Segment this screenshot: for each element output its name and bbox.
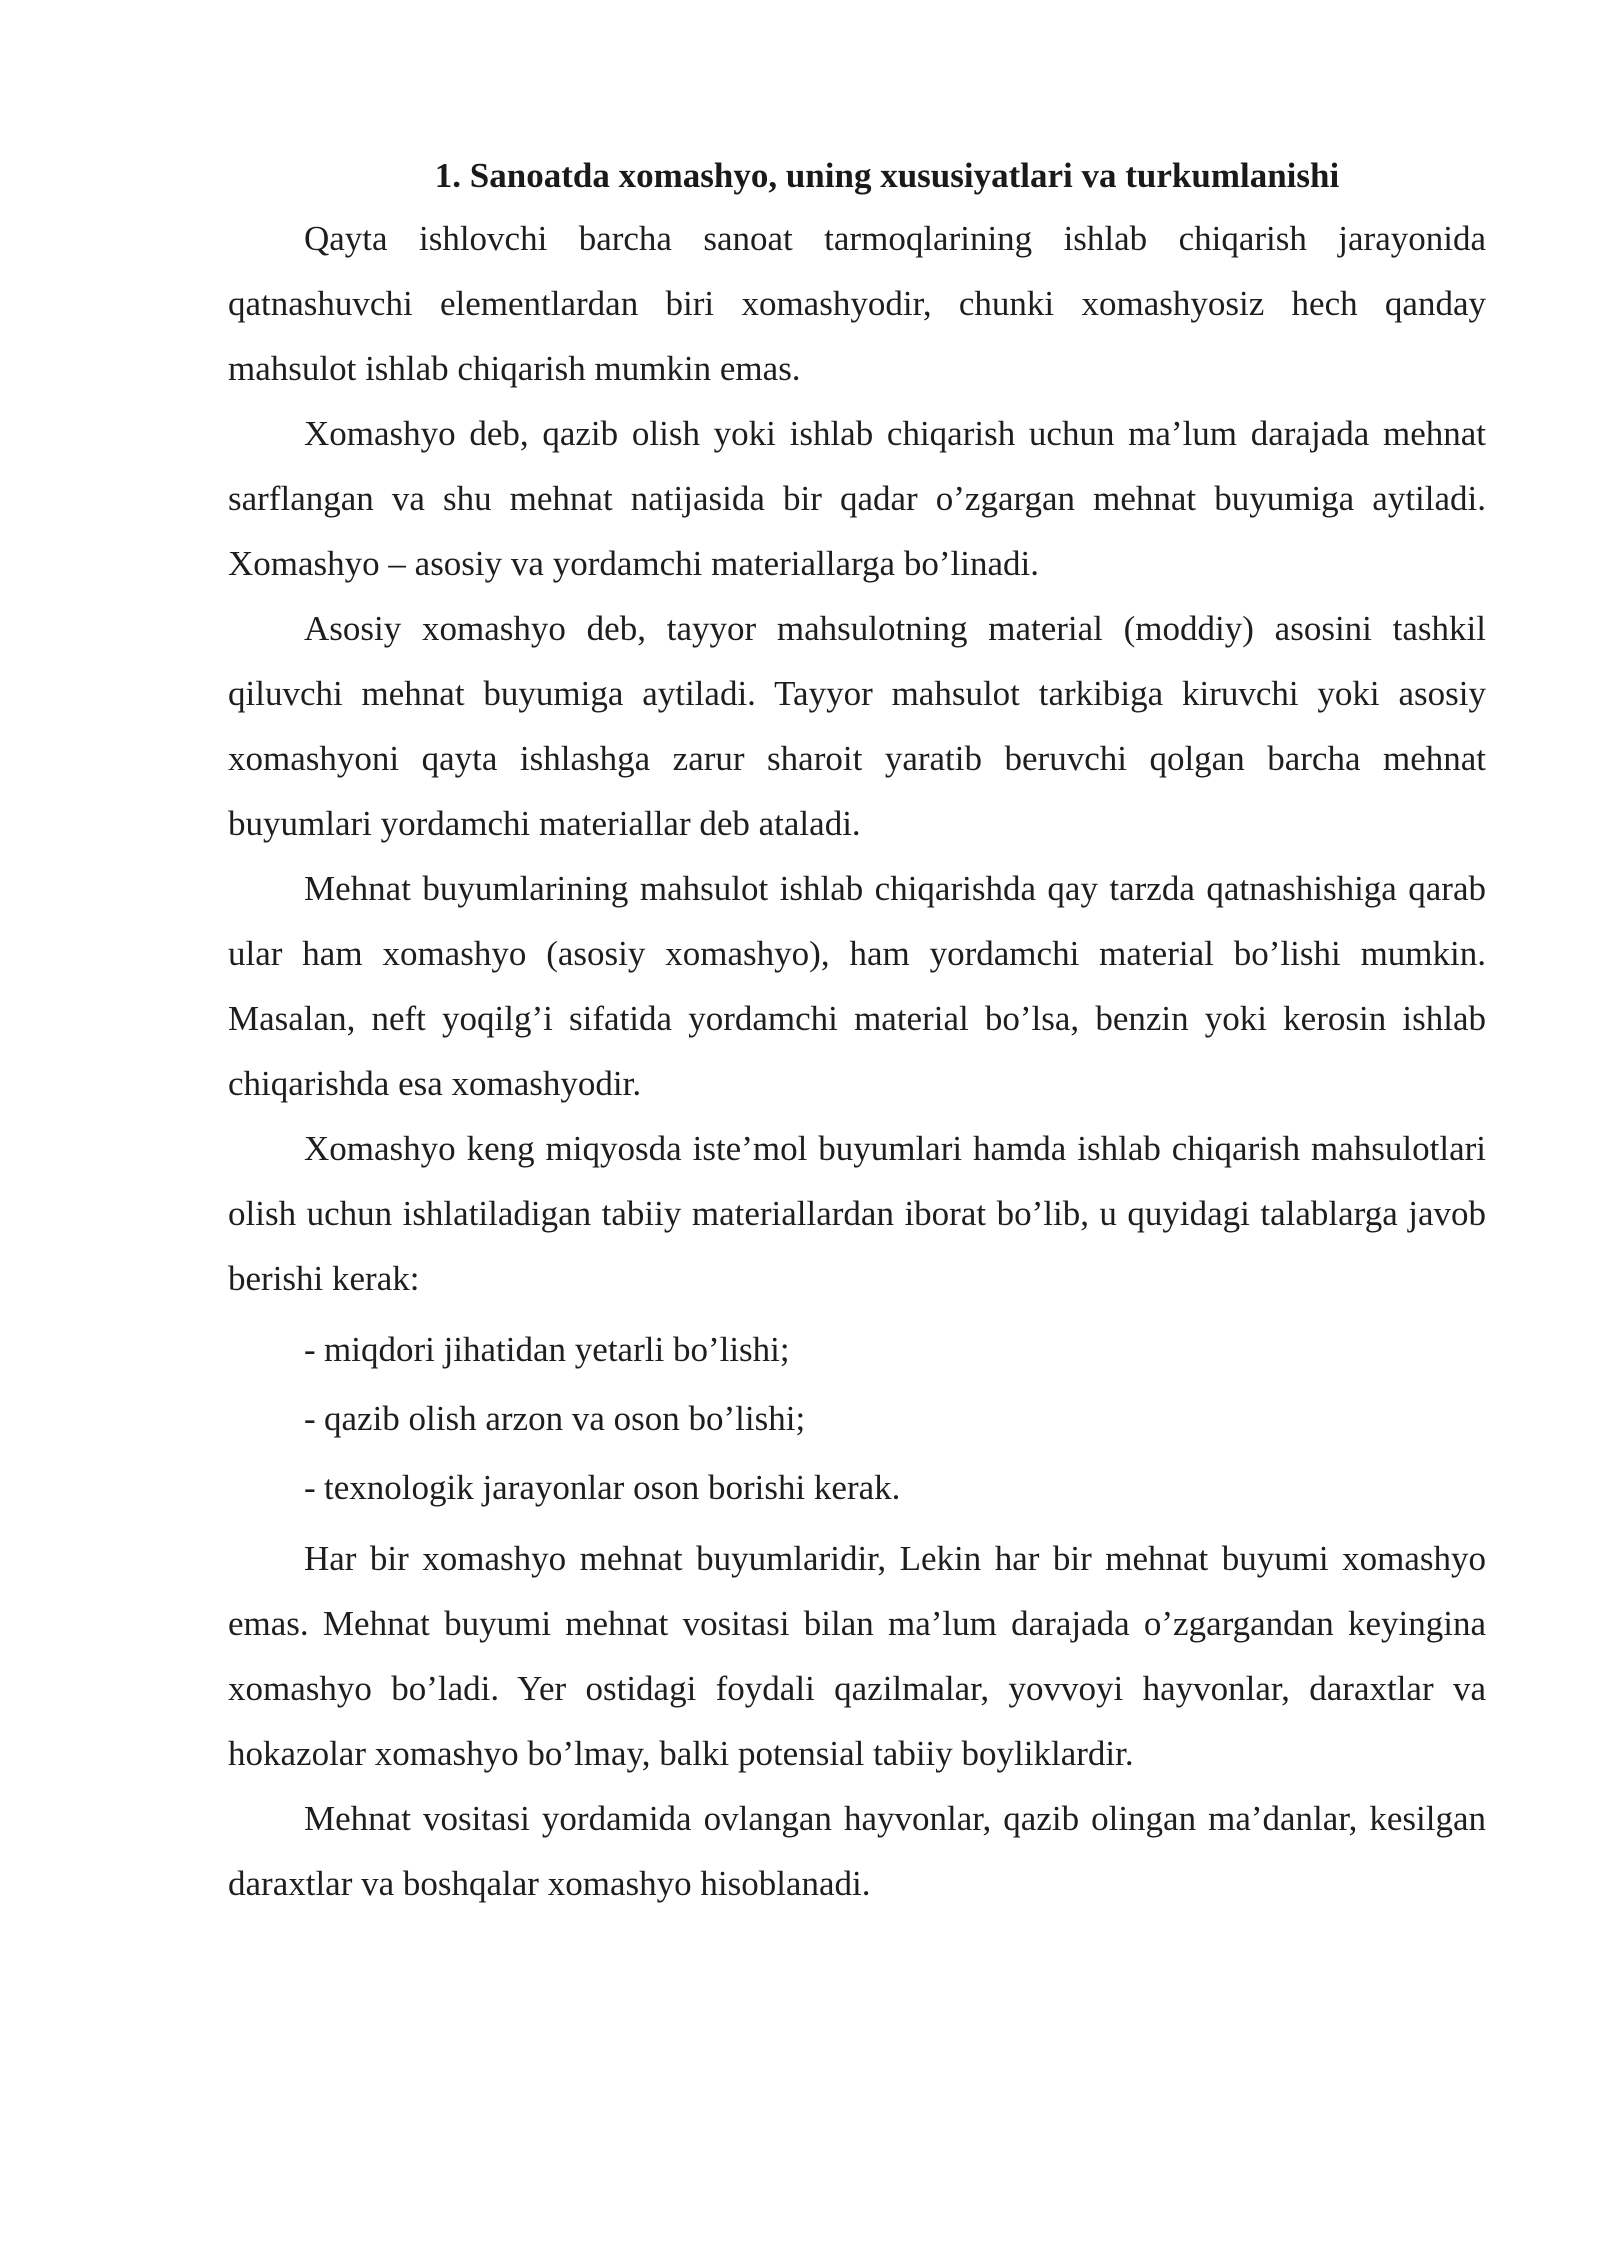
document-body <box>228 150 1486 1916</box>
requirements-list <box>228 1315 1486 1522</box>
paragraph-labor-objects: Mehnat buyumlarining mahsulot ishlab chiqarishda qay tarzda qatnashishiga qarab ular ham xomashyo (asosiy xomashyo), ham yordamchi material bo’lishi mumkin. Masalan, neft yoqilg’i sifatida yordamchi material bo’lsa, benzin yoki kerosin ishlab chiqarishda esa xomashyodir. <box>228 869 1486 1103</box>
list-item-text: texnologik jarayonlar oson borishi kerak. <box>324 1468 901 1507</box>
list-marker: - <box>304 1468 316 1507</box>
paragraph-intro: Qayta ishlovchi barcha sanoat tarmoqlarining ishlab chiqarish jarayonida qatnashuvchi elementlardan biri xomashyodir, chunki xomashyosiz hech qanday mahsulot ishlab chiqarish mumkin emas. <box>228 219 1486 388</box>
list-item <box>228 1453 1486 1522</box>
list-item-text: miqdori jihatidan yetarli bo’lishi; <box>324 1330 790 1369</box>
section-title: 1. Sanoatda xomashyo, uning xususiyatlari va turkumlanishi <box>434 156 1340 195</box>
paragraph-definition: Xomashyo deb, qazib olish yoki ishlab chiqarish uchun ma’lum darajada mehnat sarflangan va shu mehnat natijasida bir qadar o’zgargan mehnat buyumiga aytiladi. Xomashyo – asosiy va yordamchi materiallarga bo’linadi. <box>228 414 1486 583</box>
list-item <box>228 1315 1486 1384</box>
paragraph-labor-vs-raw: Har bir xomashyo mehnat buyumlaridir, Lekin har bir mehnat buyumi xomashyo emas. Mehnat buyumi mehnat vositasi bilan ma’lum darajada o’zgargandan keyingina xomashyo bo’ladi. Yer ostidagi foydali qazilmalar, yovvoyi hayvonlar, daraxtlar va hokazolar xomashyo bo’lmay, balki potensial tabiiy boyliklardir. <box>228 1539 1486 1773</box>
paragraph-main-raw-material: Asosiy xomashyo deb, tayyor mahsulotning material (moddiy) asosini tashkil qiluvchi mehnat buyumiga aytiladi. Tayyor mahsulot tarkibiga kiruvchi yoki asosiy xomashyoni qayta ishlashga zarur sharoit yaratib beruvchi qolgan barcha mehnat buyumlari yordamchi materiallar deb ataladi. <box>228 609 1486 843</box>
list-marker: - <box>304 1399 316 1438</box>
paragraph-conclusion: Mehnat vositasi yordamida ovlangan hayvonlar, qazib olingan ma’danlar, kesilgan daraxtlar va boshqalar xomashyo hisoblanadi. <box>228 1799 1486 1903</box>
list-marker: - <box>304 1330 316 1369</box>
list-item <box>228 1384 1486 1453</box>
paragraph-requirements-intro: Xomashyo keng miqyosda iste’mol buyumlari hamda ishlab chiqarish mahsulotlari olish uchun ishlatiladigan tabiiy materiallardan iborat bo’lib, u quyidagi talablarga javob berishi kerak: <box>228 1129 1486 1298</box>
list-item-text: qazib olish arzon va oson bo’lishi; <box>324 1399 806 1438</box>
